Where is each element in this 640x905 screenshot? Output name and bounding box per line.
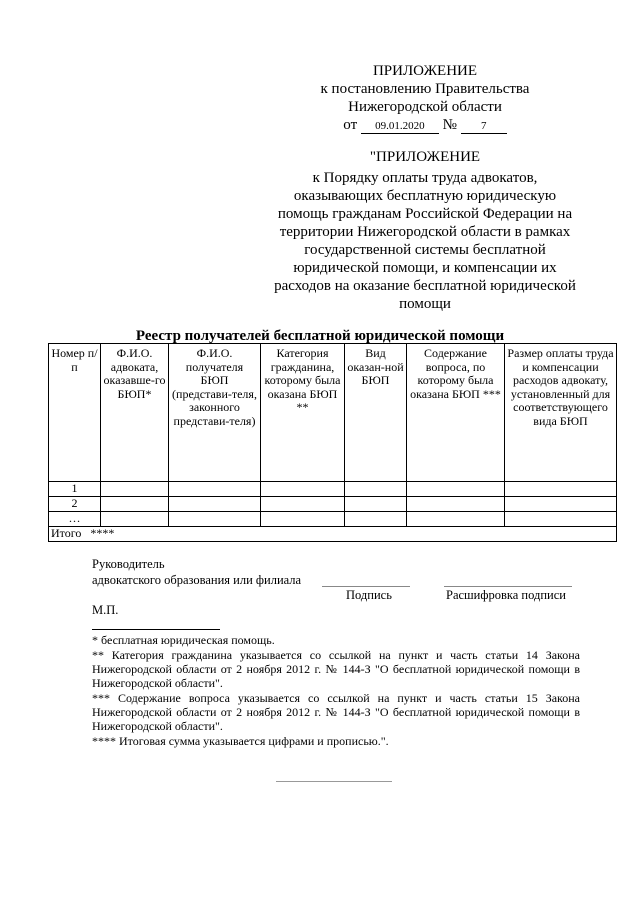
appendix-line-2: Нижегородской области xyxy=(348,99,502,115)
order-line: юридической помощи, и компенсации их xyxy=(293,260,557,276)
table-cell xyxy=(407,512,505,527)
table-row xyxy=(49,512,617,527)
header-type: Вид оказан-ной БЮП xyxy=(345,344,407,482)
table-cell xyxy=(169,497,261,512)
table-cell xyxy=(101,482,169,497)
head-label-1: Руководитель xyxy=(92,557,165,571)
table-cell xyxy=(261,482,345,497)
registry-title: Реестр получателей бесплатной юридической помощи xyxy=(135,328,505,344)
table-cell xyxy=(345,497,407,512)
table-cell xyxy=(505,497,617,512)
header-amount: Размер оплаты труда и компенсации расходов адвокату, установленный для соответствующего вида БЮП xyxy=(505,344,617,482)
header-number: Номер п/п xyxy=(49,344,101,482)
from-label: от xyxy=(343,117,358,133)
table-cell xyxy=(261,512,345,527)
order-line: оказывающих бесплатную юридическую xyxy=(293,188,557,204)
header-lawyer-name: Ф.И.О. адвоката, оказавше-го БЮП* xyxy=(101,344,169,482)
table-cell xyxy=(345,482,407,497)
order-line: к Порядку оплаты труда адвокатов, xyxy=(312,170,538,186)
total-mark: **** xyxy=(90,526,115,540)
footnote-4: **** Итоговая сумма указывается цифрами и прописью.". xyxy=(92,734,389,748)
order-appendix-title: "ПРИЛОЖЕНИЕ xyxy=(369,149,481,165)
table-cell xyxy=(505,482,617,497)
order-line: территории Нижегородской области в рамках xyxy=(279,224,571,240)
table-cell xyxy=(101,497,169,512)
end-separator xyxy=(276,781,392,782)
table-row xyxy=(49,497,617,512)
table-cell xyxy=(169,512,261,527)
signature-caption: Подпись xyxy=(346,588,392,602)
footnote-3: *** Содержание вопроса указывается со ссылкой на пункт и часть статьи 15 Закона Нижегородской области от 2 ноября 2012 г. № 144-З "О бесплатной юридической помощи в Нижегородской области". xyxy=(92,691,580,733)
header-question: Содержание вопроса, по которому была оказана БЮП *** xyxy=(407,344,505,482)
number-label: № xyxy=(442,117,457,133)
table-row xyxy=(49,482,617,497)
signature-line xyxy=(322,586,410,587)
table-cell xyxy=(505,512,617,527)
head-label-2: адвокатского образования или филиала xyxy=(92,573,302,587)
total-row xyxy=(49,527,617,542)
order-line: расходов на оказание бесплатной юридической xyxy=(274,278,576,294)
row-number: 2 xyxy=(49,497,101,512)
table-header-row xyxy=(49,344,617,482)
table-cell xyxy=(101,512,169,527)
total-cell xyxy=(49,527,617,542)
order-appendix xyxy=(265,148,585,313)
table-cell xyxy=(345,512,407,527)
appendix-date-line xyxy=(310,116,540,134)
footnote-2: ** Категория гражданина указывается со ссылкой на пункт и часть статьи 14 Закона Нижегородской области от 2 ноября 2012 г. № 144-З "О бесплатной юридической помощи в Нижегородской области". xyxy=(92,648,580,690)
row-number: 1 xyxy=(49,482,101,497)
decode-caption: Расшифровка подписи xyxy=(446,588,566,602)
table-cell xyxy=(261,497,345,512)
registry-table xyxy=(48,343,617,542)
table-cell xyxy=(407,482,505,497)
appendix-line-1: к постановлению Правительства xyxy=(320,81,530,97)
table-cell xyxy=(407,497,505,512)
header-recipient-name: Ф.И.О. получателя БЮП (представи-теля, законного представи-теля) xyxy=(169,344,261,482)
appendix-title: ПРИЛОЖЕНИЕ xyxy=(372,63,478,79)
table-cell xyxy=(169,482,261,497)
decode-signature-line xyxy=(444,586,572,587)
appendix-date: 09.01.2020 xyxy=(361,119,439,134)
footnote-1: * бесплатная юридическая помощь. xyxy=(92,633,275,647)
appendix-header xyxy=(310,62,540,134)
appendix-number: 7 xyxy=(461,119,507,134)
footnotes xyxy=(92,633,580,749)
total-label: Итого xyxy=(51,526,82,540)
footnote-separator xyxy=(92,629,220,630)
stamp-label: М.П. xyxy=(92,603,119,617)
header-category: Категория гражданина, которому была оказана БЮП ** xyxy=(261,344,345,482)
order-line: помощь гражданам Российской Федерации на xyxy=(277,206,573,222)
order-line: государственной системы бесплатной xyxy=(304,242,546,258)
order-line: помощи xyxy=(399,296,451,312)
row-number: … xyxy=(49,512,101,527)
